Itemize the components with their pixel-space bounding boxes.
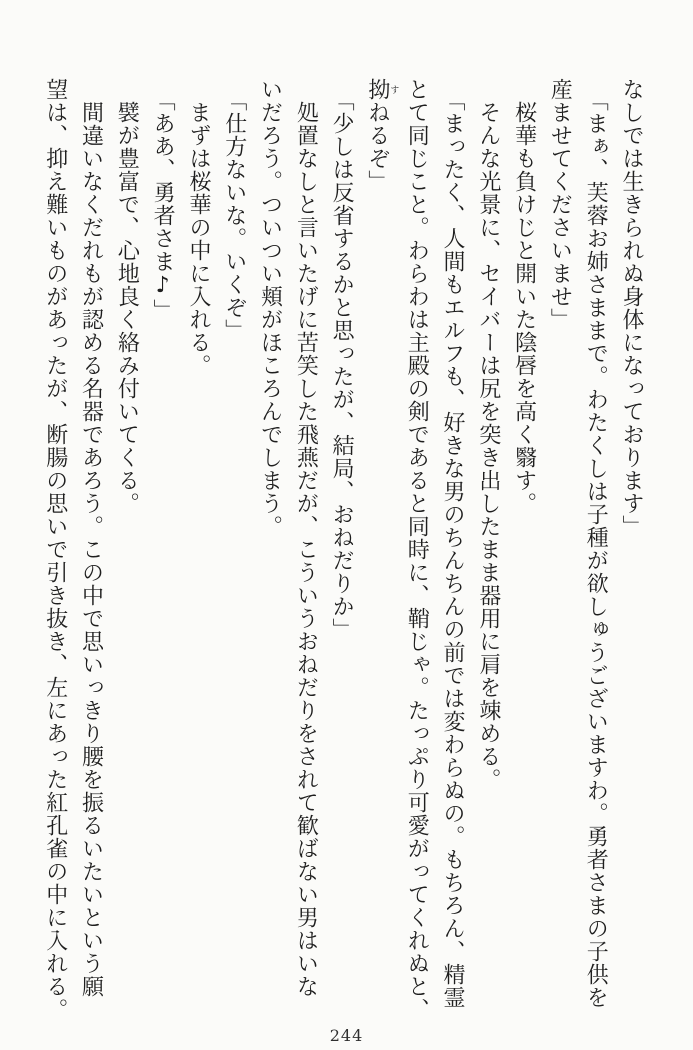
text-line-13: まずは桜華の中に入れる。 [185, 101, 211, 377]
text-line-10: 処置なしと言いたげに苦笑した飛燕だが、こういうおねだりをされて歓ばない男はいな [293, 101, 319, 998]
text-line-5: そんな光景に、セイバーは尻を突き出したまま器用に肩を竦める。 [475, 101, 501, 791]
text-line-3: 産ませてくださいませ」 [547, 78, 573, 331]
text-line-2: 「まぁ、芙蓉お姉さままで。わたくしは子種が欲しゅうございますわ。勇者さまの子供を [583, 89, 609, 1009]
text-line-8 [359, 78, 398, 1050]
text-line-7: とて同じこと。わらわは主殿の剣であると同時に、鞘じゃ。たっぷり可愛がってくれぬと、 [404, 78, 430, 1021]
text-line-15: 襞が豊富で、心地良く絡み付いてくる。 [114, 101, 140, 515]
text-line-16: 間違いなくだれもが認める名器であろう。この中で思いっきり腰を振るいたいという願 [78, 101, 104, 998]
text-line-11: いだろう。ついつい頬がほころんでしまう。 [257, 78, 283, 538]
text-columns [40, 78, 649, 1050]
text-line-6: 「まったく、人間もエルフも、好きな男のちんちんの前では変わらぬの。もちろん、精霊 [440, 89, 466, 1009]
ruby-annotated-word [364, 78, 399, 101]
text-line-14: 「ああ、勇者さま♪」 [150, 89, 176, 322]
text-line-12: 「仕方ないな。いくぞ」 [221, 89, 247, 342]
ruby-base: 拗 [364, 78, 390, 101]
furigana: す [388, 78, 399, 101]
text-line-9: 「少しは反省するかと思ったが、結局、おねだりか」 [329, 89, 355, 641]
page-number: 244 [329, 1026, 364, 1045]
text-line-17: 望は、抑え難いものがあったが、断腸の思いで引き抜き、左にあった紅孔雀の中に入れる。 [42, 78, 68, 1021]
text-line-1: なしでは生きられぬ身体になっております」 [619, 78, 644, 538]
text-line-4: 桜華も負けじと開いた陰唇を高く翳す。 [511, 101, 537, 515]
text-line-8-rest: ねるぞ」 [364, 101, 390, 193]
